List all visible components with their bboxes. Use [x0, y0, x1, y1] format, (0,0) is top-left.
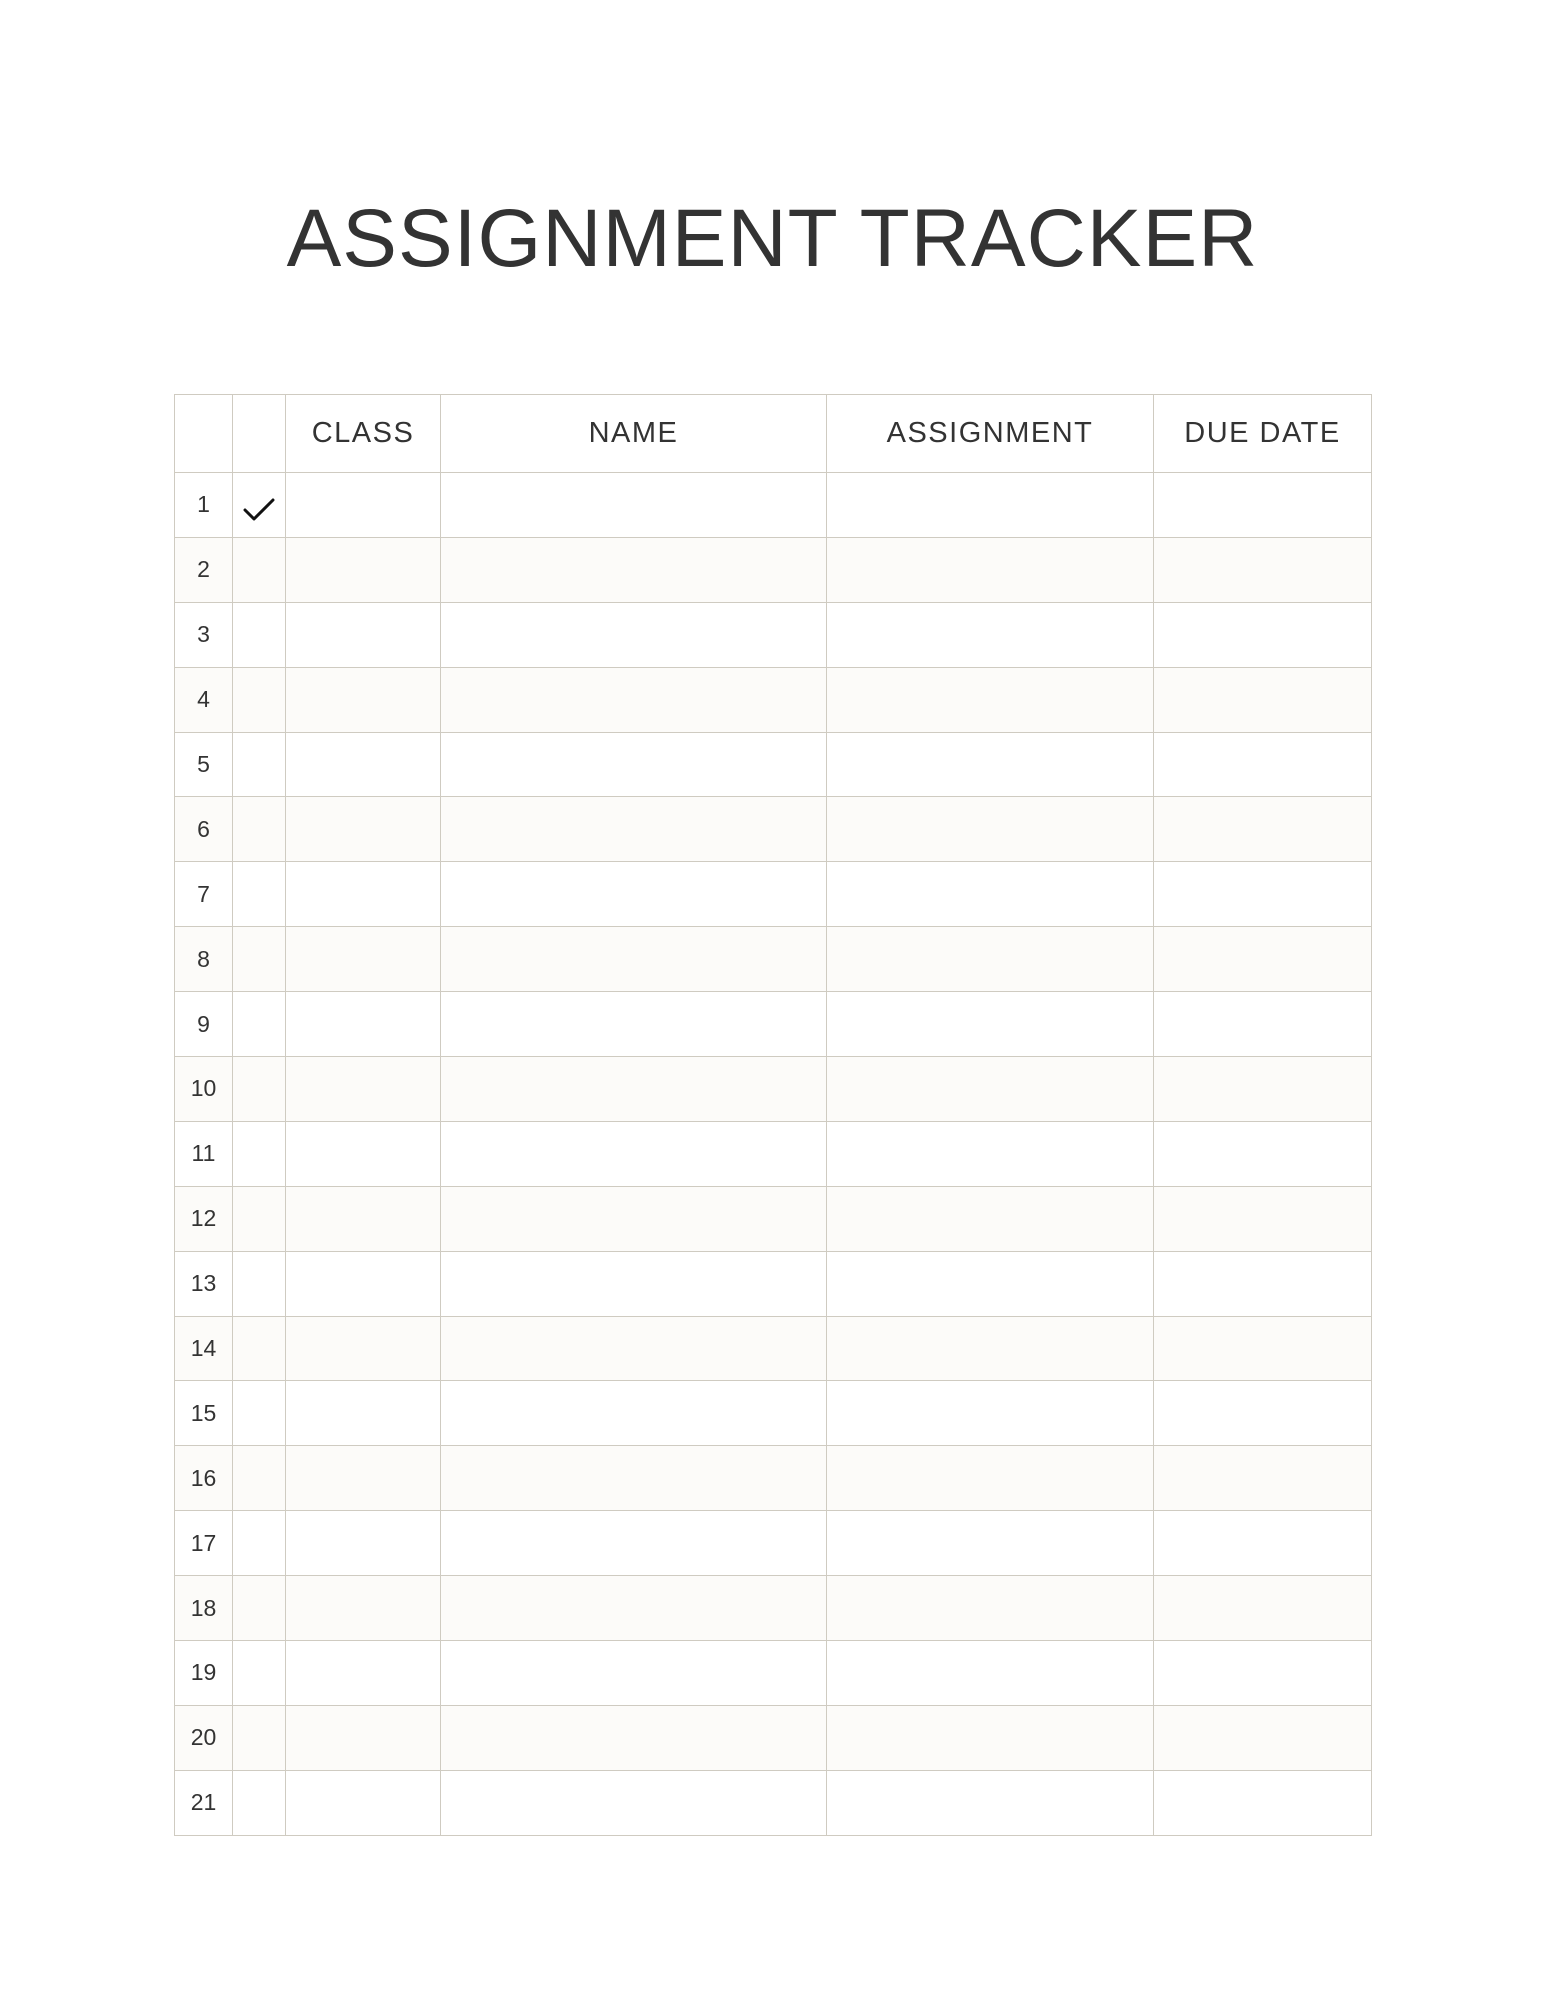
class-cell[interactable]: [286, 732, 441, 797]
row-number: 8: [175, 927, 233, 992]
row-number: 21: [175, 1770, 233, 1835]
check-cell[interactable]: [233, 1251, 286, 1316]
assignment-cell[interactable]: [827, 1446, 1154, 1511]
class-cell[interactable]: [286, 473, 441, 538]
class-cell[interactable]: [286, 1446, 441, 1511]
table-row: [175, 1576, 1372, 1641]
due-date-cell[interactable]: [1154, 1446, 1372, 1511]
assignment-cell[interactable]: [827, 797, 1154, 862]
due-date-cell[interactable]: [1154, 862, 1372, 927]
row-number: 2: [175, 537, 233, 602]
assignment-cell[interactable]: [827, 1316, 1154, 1381]
due-date-cell[interactable]: [1154, 732, 1372, 797]
name-cell[interactable]: [441, 1186, 827, 1251]
check-cell[interactable]: [233, 1511, 286, 1576]
class-cell[interactable]: [286, 862, 441, 927]
assignment-cell[interactable]: [827, 1770, 1154, 1835]
row-number: 4: [175, 667, 233, 732]
due-date-cell[interactable]: [1154, 927, 1372, 992]
assignment-cell[interactable]: [827, 1705, 1154, 1770]
header-row: [175, 395, 1372, 473]
due-date-cell[interactable]: [1154, 1121, 1372, 1186]
assignment-cell[interactable]: [827, 862, 1154, 927]
name-cell[interactable]: [441, 797, 827, 862]
row-number: 20: [175, 1705, 233, 1770]
due-date-cell[interactable]: [1154, 1576, 1372, 1641]
due-date-cell[interactable]: [1154, 1705, 1372, 1770]
check-cell[interactable]: [233, 1641, 286, 1706]
due-date-cell[interactable]: [1154, 602, 1372, 667]
assignment-cell[interactable]: [827, 992, 1154, 1057]
class-cell[interactable]: [286, 1641, 441, 1706]
check-cell[interactable]: [233, 1705, 286, 1770]
class-cell[interactable]: [286, 1770, 441, 1835]
check-cell[interactable]: [233, 992, 286, 1057]
row-number: 1: [175, 473, 233, 538]
table-row: [175, 992, 1372, 1057]
row-number: 13: [175, 1251, 233, 1316]
check-cell[interactable]: [233, 927, 286, 992]
row-number: 5: [175, 732, 233, 797]
table-row: [175, 473, 1372, 538]
check-cell[interactable]: [233, 797, 286, 862]
class-cell[interactable]: [286, 1251, 441, 1316]
due-date-cell[interactable]: [1154, 1057, 1372, 1122]
assignment-cell[interactable]: [827, 1057, 1154, 1122]
due-date-cell[interactable]: [1154, 1641, 1372, 1706]
assignment-cell[interactable]: [827, 1186, 1154, 1251]
table-row: [175, 1511, 1372, 1576]
name-cell[interactable]: [441, 1381, 827, 1446]
row-number: 6: [175, 797, 233, 862]
row-number: 17: [175, 1511, 233, 1576]
table-row: [175, 602, 1372, 667]
checkmark-icon: [242, 496, 276, 524]
name-cell[interactable]: [441, 1251, 827, 1316]
name-cell[interactable]: [441, 1511, 827, 1576]
table-row: [175, 862, 1372, 927]
check-cell[interactable]: [233, 1316, 286, 1381]
class-cell[interactable]: [286, 537, 441, 602]
check-cell[interactable]: [233, 732, 286, 797]
name-header: NAME: [441, 395, 827, 473]
due-date-cell[interactable]: [1154, 1381, 1372, 1446]
assignment-table: [174, 394, 1372, 1836]
check-cell[interactable]: [233, 1121, 286, 1186]
name-cell[interactable]: [441, 1316, 827, 1381]
due-date-cell[interactable]: [1154, 1316, 1372, 1381]
due-date-cell[interactable]: [1154, 1186, 1372, 1251]
check-cell[interactable]: [233, 1446, 286, 1511]
row-number: 7: [175, 862, 233, 927]
assignment-cell[interactable]: [827, 537, 1154, 602]
name-cell[interactable]: [441, 992, 827, 1057]
name-cell[interactable]: [441, 667, 827, 732]
class-cell[interactable]: [286, 1576, 441, 1641]
due-date-cell[interactable]: [1154, 1770, 1372, 1835]
check-cell[interactable]: [233, 602, 286, 667]
row-number: 3: [175, 602, 233, 667]
check-header-cell: [233, 395, 286, 473]
assignment-cell[interactable]: [827, 1381, 1154, 1446]
class-cell[interactable]: [286, 797, 441, 862]
table-row: [175, 732, 1372, 797]
table-row: [175, 1770, 1372, 1835]
due-date-cell[interactable]: [1154, 667, 1372, 732]
name-cell[interactable]: [441, 1057, 827, 1122]
assignment-cell[interactable]: [827, 732, 1154, 797]
table-row: [175, 927, 1372, 992]
row-number: 12: [175, 1186, 233, 1251]
table-row: [175, 797, 1372, 862]
check-cell[interactable]: [233, 1770, 286, 1835]
table-row: [175, 1316, 1372, 1381]
class-cell[interactable]: [286, 1057, 441, 1122]
class-cell[interactable]: [286, 927, 441, 992]
name-cell[interactable]: [441, 602, 827, 667]
row-number: 11: [175, 1121, 233, 1186]
class-cell[interactable]: [286, 1186, 441, 1251]
row-number: 19: [175, 1641, 233, 1706]
table-row: [175, 1446, 1372, 1511]
class-header: CLASS: [286, 395, 441, 473]
table-row: [175, 1705, 1372, 1770]
row-number: 9: [175, 992, 233, 1057]
class-cell[interactable]: [286, 1511, 441, 1576]
check-cell[interactable]: [233, 473, 286, 538]
name-cell[interactable]: [441, 862, 827, 927]
row-number: 18: [175, 1576, 233, 1641]
assignment-cell[interactable]: [827, 473, 1154, 538]
row-number: 10: [175, 1057, 233, 1122]
assignment-cell[interactable]: [827, 602, 1154, 667]
name-cell[interactable]: [441, 1770, 827, 1835]
assignment-cell[interactable]: [827, 1576, 1154, 1641]
name-cell[interactable]: [441, 1121, 827, 1186]
assignment-cell[interactable]: [827, 1641, 1154, 1706]
check-cell[interactable]: [233, 537, 286, 602]
table-row: [175, 1641, 1372, 1706]
table-row: [175, 1186, 1372, 1251]
name-cell[interactable]: [441, 1576, 827, 1641]
class-cell[interactable]: [286, 1316, 441, 1381]
page-title: ASSIGNMENT TRACKER: [286, 193, 1259, 284]
table-row: [175, 1057, 1372, 1122]
check-cell[interactable]: [233, 1381, 286, 1446]
due-date-cell[interactable]: [1154, 473, 1372, 538]
assignment-cell[interactable]: [827, 1511, 1154, 1576]
row-number: 16: [175, 1446, 233, 1511]
table-row: [175, 1121, 1372, 1186]
name-cell[interactable]: [441, 1446, 827, 1511]
assignment-cell[interactable]: [827, 667, 1154, 732]
check-cell[interactable]: [233, 667, 286, 732]
due-date-cell[interactable]: [1154, 537, 1372, 602]
table-row: [175, 537, 1372, 602]
due-date-header: DUE DATE: [1154, 395, 1372, 473]
assignment-header: ASSIGNMENT: [827, 395, 1154, 473]
name-cell[interactable]: [441, 732, 827, 797]
name-cell[interactable]: [441, 1705, 827, 1770]
check-cell[interactable]: [233, 1576, 286, 1641]
assignment-cell[interactable]: [827, 927, 1154, 992]
row-number: 14: [175, 1316, 233, 1381]
check-cell[interactable]: [233, 1186, 286, 1251]
check-cell[interactable]: [233, 862, 286, 927]
assignment-cell[interactable]: [827, 1121, 1154, 1186]
check-cell[interactable]: [233, 1057, 286, 1122]
table-row: [175, 1251, 1372, 1316]
class-cell[interactable]: [286, 667, 441, 732]
due-date-cell[interactable]: [1154, 797, 1372, 862]
name-cell[interactable]: [441, 927, 827, 992]
table-row: [175, 1381, 1372, 1446]
name-cell[interactable]: [441, 1641, 827, 1706]
class-cell[interactable]: [286, 1381, 441, 1446]
class-cell[interactable]: [286, 1121, 441, 1186]
class-cell[interactable]: [286, 602, 441, 667]
class-cell[interactable]: [286, 1705, 441, 1770]
row-number: 15: [175, 1381, 233, 1446]
table-body: [175, 473, 1372, 1836]
due-date-cell[interactable]: [1154, 1511, 1372, 1576]
assignment-cell[interactable]: [827, 1251, 1154, 1316]
due-date-cell[interactable]: [1154, 992, 1372, 1057]
due-date-cell[interactable]: [1154, 1251, 1372, 1316]
table-row: [175, 667, 1372, 732]
number-header-cell: [175, 395, 233, 473]
name-cell[interactable]: [441, 537, 827, 602]
class-cell[interactable]: [286, 992, 441, 1057]
name-cell[interactable]: [441, 473, 827, 538]
